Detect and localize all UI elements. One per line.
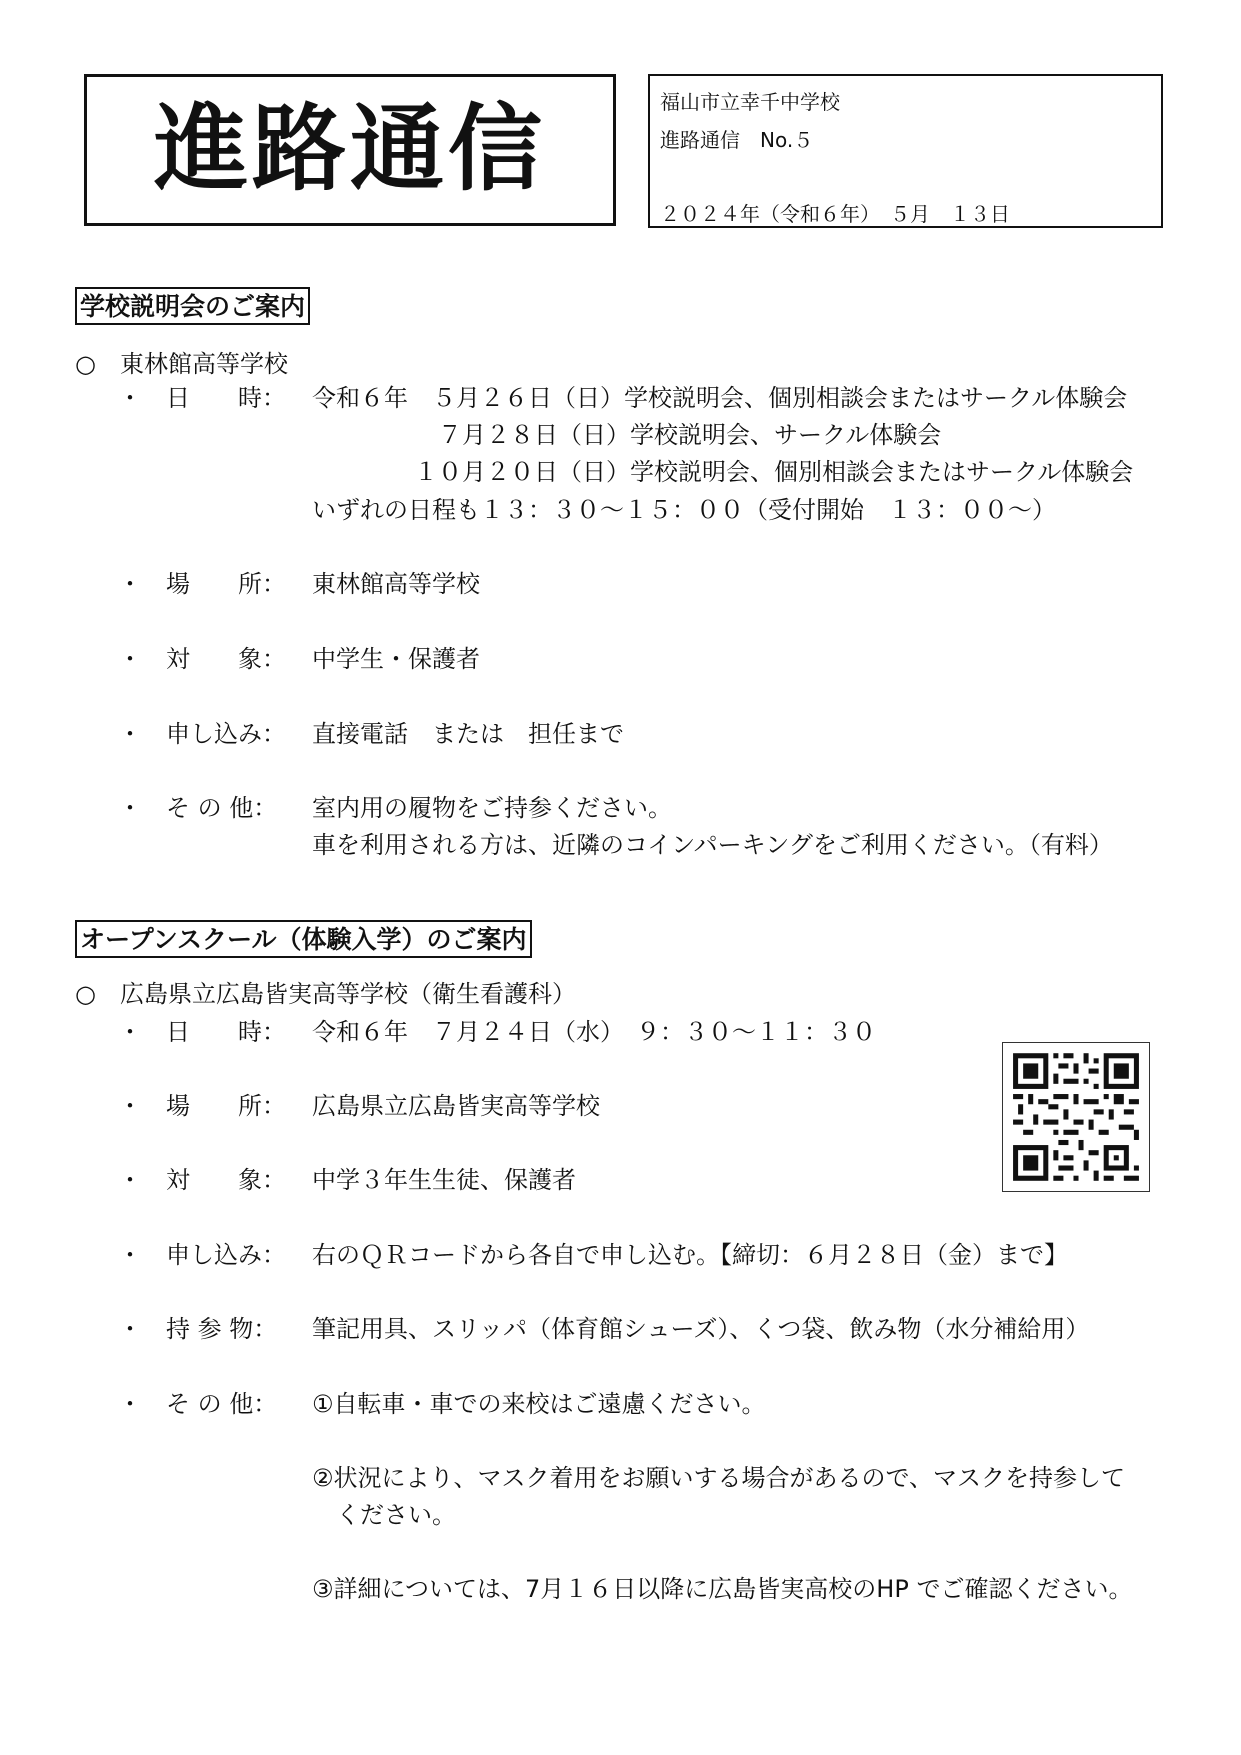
- other-note-2: ②状況により、マスク着用をお願いする場合があるので、マスクを持参して: [312, 1464, 1126, 1492]
- other-line-1: 室内用の履物をご持参ください。: [312, 794, 672, 822]
- issue-number: 進路通信 No.５: [660, 128, 814, 152]
- datetime-label: ・ 日 時：: [118, 384, 286, 412]
- issue-date: ２０２４年（令和６年） ５月 １３日: [660, 202, 1010, 226]
- place-value: 広島県立広島皆実高等学校: [312, 1092, 600, 1120]
- issue-info-box: [648, 74, 1163, 228]
- qr-code[interactable]: [1002, 1042, 1150, 1192]
- datetime-label: ・ 日 時：: [118, 1018, 286, 1046]
- place-label: ・ 場 所：: [118, 570, 286, 598]
- qr-code-icon: [1003, 1043, 1149, 1191]
- newsletter-title: 進路通信: [153, 95, 546, 204]
- target-label: ・ 対 象：: [118, 1166, 286, 1194]
- school-name: 福山市立幸千中学校: [660, 90, 840, 114]
- other-note-2-cont: ください。: [336, 1501, 456, 1529]
- datetime-value: 令和６年 ７月２４日（水） ９：３０～１１：３０: [312, 1018, 876, 1046]
- school-name-tourinkan: ○ 東林館高等学校: [75, 350, 288, 378]
- other-line-2: 車を利用される方は、近隣のコインパーキングをご利用ください。（有料）: [312, 831, 1113, 859]
- target-value: 中学生・保護者: [312, 645, 480, 673]
- other-label: ・ そ の 他：: [118, 1390, 278, 1418]
- target-label: ・ 対 象：: [118, 645, 286, 673]
- datetime-line-1: 令和６年 ５月２６日（日）学校説明会、個別相談会またはサークル体験会: [312, 384, 1128, 412]
- apply-value: 右のＱＲコードから各自で申し込む。【締切：６月２８日（金）まで】: [312, 1241, 1068, 1269]
- target-value: 中学３年生生徒、保護者: [312, 1166, 576, 1194]
- other-note-3: ③詳細については、7月１６日以降に広島皆実高校のHP でご確認ください。: [312, 1575, 1133, 1603]
- newsletter-title-box: [84, 74, 616, 226]
- bring-label: ・ 持 参 物：: [118, 1315, 278, 1343]
- place-value: 東林館高等学校: [312, 570, 480, 598]
- apply-value: 直接電話 または 担任まで: [312, 720, 624, 748]
- section-heading-open-school: オープンスクール（体験入学）のご案内: [75, 920, 532, 958]
- datetime-line-3: １０月２０日（日）学校説明会、個別相談会またはサークル体験会: [414, 458, 1134, 486]
- bring-value: 筆記用具、スリッパ（体育館シューズ）、くつ袋、飲み物（水分補給用）: [312, 1315, 1090, 1343]
- datetime-note: いずれの日程も１３：３０～１５：００（受付開始 １３：００～）: [312, 496, 1056, 524]
- datetime-line-2: ７月２８日（日）学校説明会、サークル体験会: [438, 421, 942, 449]
- section-heading-briefing: 学校説明会のご案内: [75, 287, 310, 325]
- other-note-1: ①自転車・車での来校はご遠慮ください。: [312, 1390, 766, 1418]
- apply-label: ・ 申し込み：: [118, 720, 286, 748]
- place-label: ・ 場 所：: [118, 1092, 286, 1120]
- apply-label: ・ 申し込み：: [118, 1241, 286, 1269]
- other-label: ・ そ の 他：: [118, 794, 278, 822]
- school-name-minami: ○ 広島県立広島皆実高等学校（衛生看護科）: [75, 980, 576, 1008]
